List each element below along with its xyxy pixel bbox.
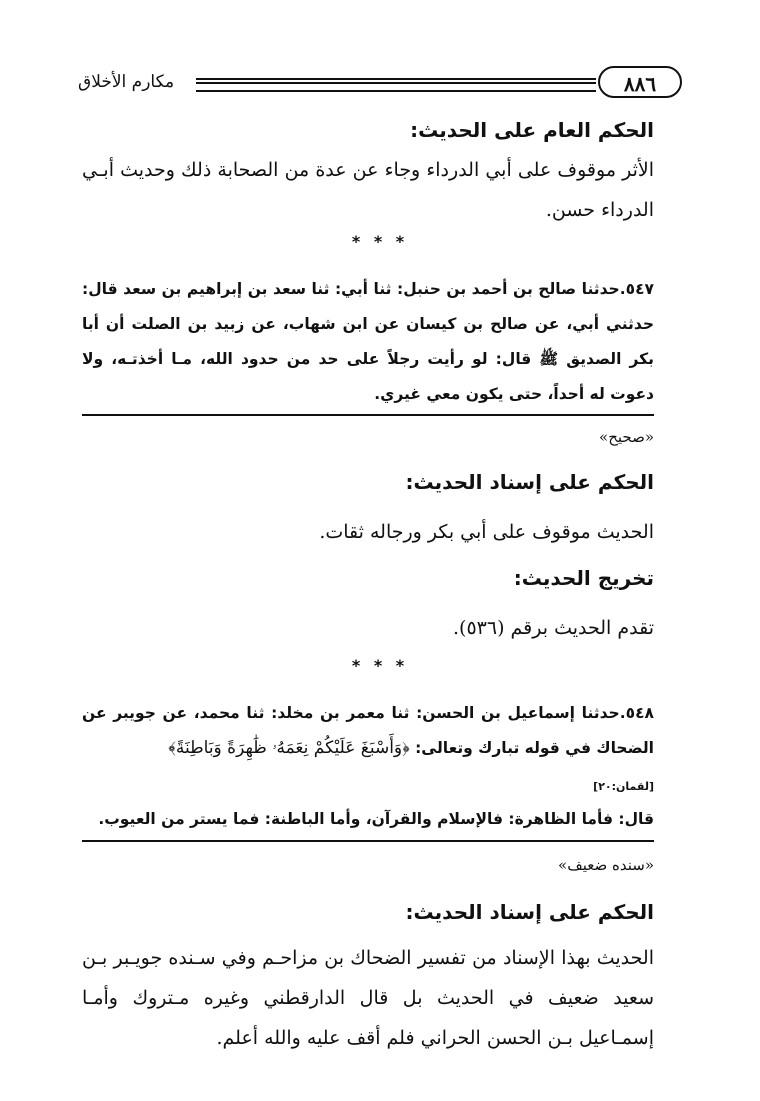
hadith-548 (82, 696, 654, 766)
page-number: ٨٨٦ (598, 66, 682, 98)
takhrij-text: تقدم الحديث برقم (٥٣٦). (453, 617, 654, 639)
grade-sahih: «صحيح» (599, 428, 654, 446)
hadith-548-text: ٥٤٨.حدثنا إسماعيل بن الحسن: ثنا معمر بن مخلد: ثنا محمد، عن جويبر عن الضحاك في قوله تبارك وتعالى: (82, 704, 654, 757)
isnad-ruling-heading: الحكم على إسناد الحديث: (405, 470, 654, 494)
separator-stars: * * * (351, 232, 409, 251)
general-ruling-text: الأثر موقوف على أبي الدرداء وجاء عن عدة من الصحابة ذلك وحديث أبـي الدرداء حسن. (82, 159, 654, 221)
isnad-ruling-text-2: الحديث بهذا الإسناد من تفسير الضحاك بن مزاحـم وفي سـنده جويـبر بـن سعيد ضعيف في الحديث بل قال الدارقطني وغيره مـتروك وأمـا إسمـاعيل بـن الحسن الحراني فلم أقف عليه والله أعلم. (82, 947, 654, 1049)
quran-reference: [لقمان:٢٠] (593, 780, 654, 793)
divider-rule (82, 414, 654, 416)
hadith-548-explanation: قال: فأما الظاهرة: فالإسلام والقرآن، وأما الباطنة: فما يستر من العيوب. (98, 810, 654, 828)
book-title: مكارم الأخلاق (78, 72, 175, 92)
header-rule (196, 78, 596, 92)
isnad-ruling-text: الحديث موقوف على أبي بكر ورجاله ثقات. (319, 521, 654, 543)
running-header (78, 66, 682, 102)
takhrij-heading: تخريج الحديث: (513, 566, 654, 590)
quran-reference-line (82, 768, 654, 804)
divider-rule-2 (82, 840, 654, 842)
general-ruling-heading: الحكم العام على الحديث: (410, 118, 654, 142)
grade-weak: «سنده ضعيف» (558, 856, 654, 874)
hadith-547: ٥٤٧.حدثنا صالح بن أحمد بن حنبل: ثنا أبي: ثنا سعد بن إبراهيم بن سعد قال: حدثني أبي، عن صالح بن كيسان عن ابن شهاب، عن زبيد بن الصلت أن أبا بكر الصديق ﷺ قال: لو رأيت رجلاً على حد من حدود الله، مـا أخذتـه، ولا دعوت له أحداً، حتى يكون معي غيري. (82, 280, 654, 403)
quran-verse: ﴿وَأَسْبَغَ عَلَيْكُمْ نِعَمَهُۥ ظَٰهِرَةً وَبَاطِنَةً﴾ (168, 738, 410, 758)
separator-stars-2: * * * (351, 656, 409, 675)
isnad-ruling-heading-2: الحكم على إسناد الحديث: (405, 900, 654, 924)
